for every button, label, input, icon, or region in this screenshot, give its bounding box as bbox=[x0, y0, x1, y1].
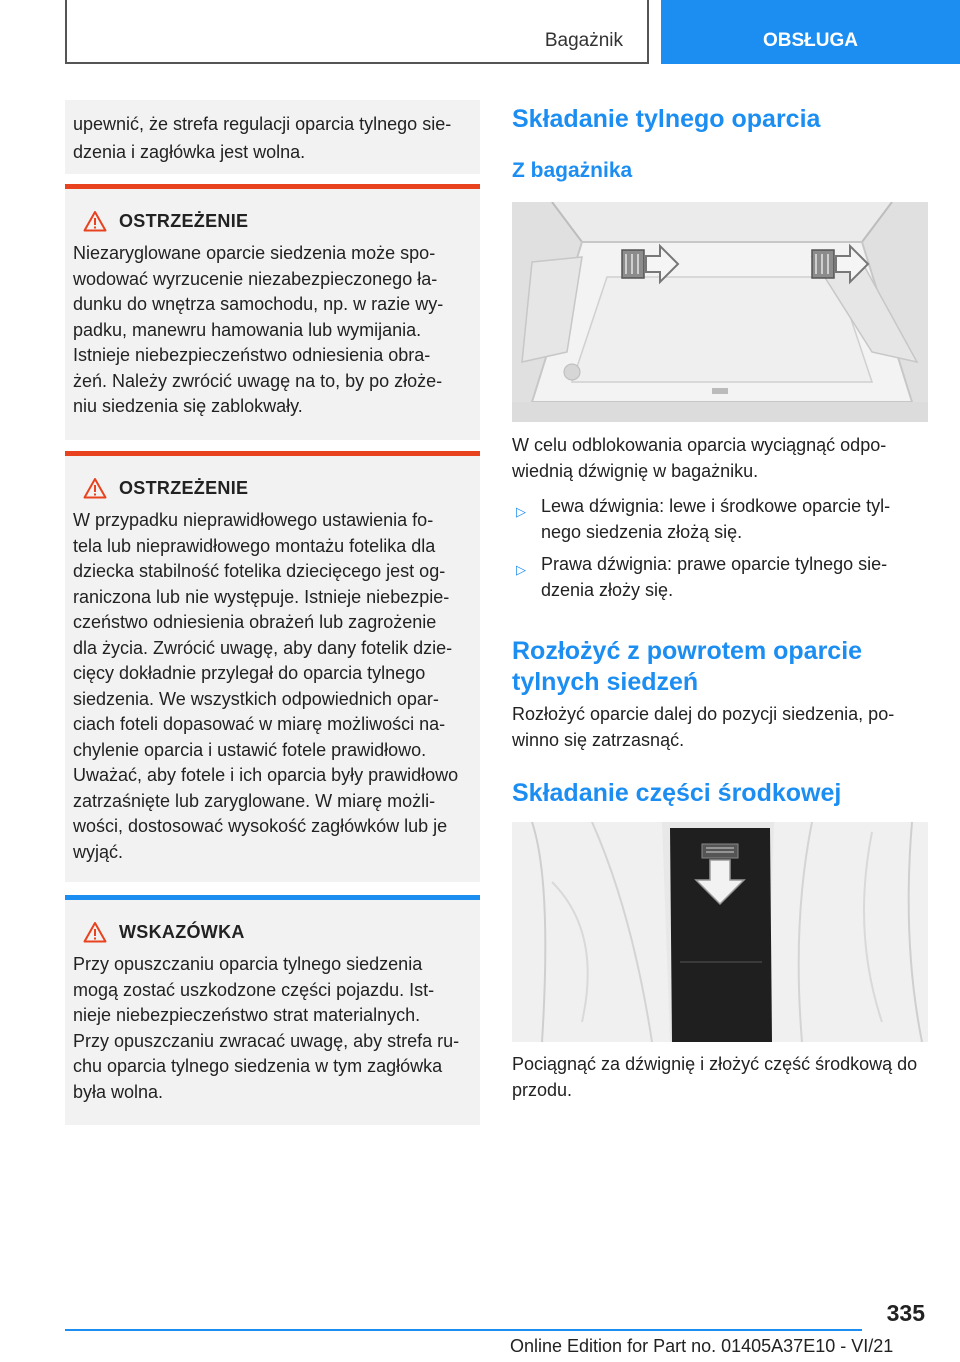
warning-line: padku, manewru hamowania lub wymijania. bbox=[73, 319, 422, 340]
bullet-left-lever bbox=[512, 494, 922, 545]
warning-triangle-icon bbox=[83, 210, 107, 232]
note-line: mogą zostać uszkodzone części pojazdu. Ist- bbox=[73, 979, 435, 1000]
center-section-illustration bbox=[512, 822, 928, 1042]
header-chapter-tab[interactable] bbox=[661, 0, 960, 64]
warning-line: niu siedzenia się zablokwały. bbox=[73, 396, 303, 416]
warning-title: OSTRZEŻENIE bbox=[119, 210, 249, 231]
heading-fold-center: Składanie części środkowej bbox=[512, 779, 842, 807]
warning-line: wości, dostosować wysokość zagłówków lub je bbox=[73, 816, 448, 836]
warning-box-2 bbox=[65, 451, 480, 882]
note-title: WSKAZÓWKA bbox=[119, 921, 245, 942]
bullet-right-lever bbox=[512, 552, 922, 603]
center-seat-drawing bbox=[512, 822, 928, 1042]
trunk-drawing bbox=[512, 202, 928, 422]
header-section-box bbox=[65, 0, 649, 64]
paragraph-unlock: W celu odblokowania oparcia wyciągnąć odpo-wiednią dźwignię w bagażniku. bbox=[512, 435, 887, 481]
warning-line: dla życia. Zwrócić uwagę, aby dany fotelik dzie- bbox=[73, 637, 453, 658]
warning-line: Uważać, aby fotele i ich oparcia były prawidłowo bbox=[73, 765, 459, 785]
warning-line: żeń. Należy zwrócić uwagę na to, by po złoże- bbox=[73, 370, 443, 391]
warning-line: zatrzaśnięte lub zaryglowane. W miarę możli- bbox=[73, 790, 436, 811]
warning-title: OSTRZEŻENIE bbox=[119, 477, 249, 498]
warning-line: raniczona lub nie występuje. Istnieje niebezpie- bbox=[73, 586, 450, 607]
warning-line: chylenie oparcia i ustawić fotele prawidłowo. bbox=[73, 739, 427, 760]
warning-text bbox=[73, 508, 472, 865]
warning-triangle-icon bbox=[83, 477, 107, 499]
bullet-triangle-icon: ▷ bbox=[516, 504, 526, 519]
warning-line: wodować wyrzucenie niezabezpieczonego ła- bbox=[73, 268, 438, 289]
warning-line: siedzenia. We wszystkich odpowiednich opar- bbox=[73, 688, 439, 709]
warning-line: Istnieje niebezpieczeństwo odniesienia obra- bbox=[73, 345, 431, 365]
heading-unfold-backrest: Rozłożyć z powrotem oparcie tylnych siedzeń bbox=[512, 637, 863, 696]
warning-line: wyjąć. bbox=[73, 841, 124, 862]
page-number: 335 bbox=[886, 1300, 925, 1326]
warning-line: ciach foteli dopasować w miarę możliwości na- bbox=[73, 714, 446, 734]
note-line: była wolna. bbox=[73, 1081, 164, 1102]
subheading-from-trunk: Z bagażnika bbox=[512, 159, 633, 182]
warning-line: Niezaryglowane oparcie siedzenia może spo- bbox=[73, 243, 436, 263]
note-box bbox=[65, 895, 480, 1125]
note-header bbox=[73, 914, 472, 950]
warning-line: tela lub nieprawidłowego montażu fotelika dla bbox=[73, 535, 436, 556]
footer-divider bbox=[65, 1329, 862, 1331]
header-chapter-label: OBSŁUGA bbox=[763, 30, 858, 51]
paragraph-fold-center: Pociągnąć za dźwignię i złożyć część środkową do przodu. bbox=[512, 1054, 918, 1100]
warning-triangle-icon bbox=[83, 921, 107, 943]
bullet-text: Prawa dźwignia: prawe oparcie tylnego sie-dzenia złoży się. bbox=[541, 554, 888, 600]
warning-box-1 bbox=[65, 184, 480, 440]
heading-fold-rear-backrest: Składanie tylnego oparcia bbox=[512, 105, 821, 133]
note-line: chu oparcia tylnego siedzenia w tym zagłówka bbox=[73, 1056, 443, 1076]
note-line: Przy opuszczaniu oparcia tylnego siedzenia bbox=[73, 954, 423, 974]
warning-header bbox=[73, 203, 472, 239]
warning-header bbox=[73, 470, 472, 506]
note-line: Przy opuszczaniu zwracać uwagę, aby strefa ru- bbox=[73, 1030, 460, 1051]
warning-line: W przypadku nieprawidłowego ustawienia fo- bbox=[73, 510, 434, 530]
warning-line: dunku do wnętrza samochodu, np. w razie wy- bbox=[73, 294, 444, 314]
footer-edition: Online Edition for Part no. 01405A37E10 - VI/21 bbox=[510, 1336, 894, 1356]
paragraph-unfold: Rozłożyć oparcie dalej do pozycji siedzenia, po-winno się zatrzasnąć. bbox=[512, 704, 895, 750]
trunk-illustration bbox=[512, 202, 928, 422]
note-line: nieje niebezpieczeństwo strat materialnych. bbox=[73, 1005, 421, 1025]
warning-text bbox=[73, 241, 472, 420]
header-section-title: Bagażnik bbox=[544, 30, 623, 51]
warning-line: czeństwo odniesienia obrażeń lub zagrożenie bbox=[73, 612, 437, 632]
warning-line: dziecka stabilność fotelika dziecięcego jest og- bbox=[73, 561, 446, 581]
bullet-triangle-icon: ▷ bbox=[516, 562, 526, 577]
note-text bbox=[73, 952, 472, 1105]
intro-continuation: upewnić, że strefa regulacji oparcia tylnego sie-dzenia i zagłówka jest wolna. bbox=[65, 100, 480, 174]
bullet-text: Lewa dźwignia: lewe i środkowe oparcie tyl-nego siedzenia złożą się. bbox=[541, 496, 891, 542]
warning-line: cięcy dokładnie przylegał do oparcia tylnego bbox=[73, 663, 426, 683]
